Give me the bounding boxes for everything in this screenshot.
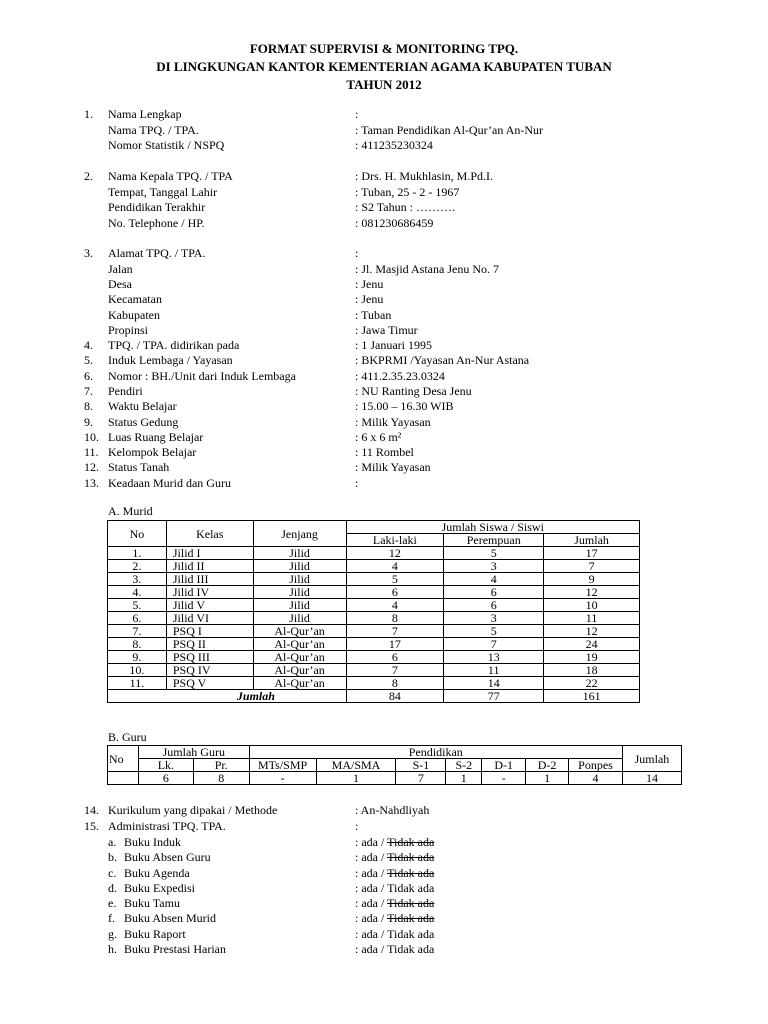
field-number: 11. bbox=[84, 445, 99, 459]
field-row bbox=[0, 445, 768, 461]
field-number: 15. bbox=[84, 819, 99, 833]
field-value: : ada / Tidak ada bbox=[355, 942, 435, 956]
murid-cell: 4 bbox=[346, 560, 444, 573]
murid-total-blank bbox=[108, 690, 167, 703]
field-number: 9. bbox=[84, 415, 93, 429]
guru-table bbox=[107, 745, 682, 785]
murid-cell: 10. bbox=[108, 664, 167, 677]
murid-row bbox=[108, 586, 640, 599]
guru-cell: 1 bbox=[526, 772, 569, 785]
murid-cell: 2. bbox=[108, 560, 167, 573]
tidak-ada-option: Tidak ada bbox=[387, 896, 435, 910]
field-number: 2. bbox=[84, 169, 93, 183]
murid-cell: PSQ IV bbox=[166, 664, 253, 677]
murid-cell: 1. bbox=[108, 547, 167, 560]
murid-cell: Al-Qur’an bbox=[253, 651, 346, 664]
field-number: e. bbox=[108, 896, 117, 910]
field-row bbox=[0, 123, 768, 139]
murid-total-label: Jumlah bbox=[166, 690, 346, 703]
field-label: Keadaan Murid dan Guru bbox=[108, 476, 231, 490]
murid-cell: 22 bbox=[544, 677, 640, 690]
field-row bbox=[0, 308, 768, 324]
field-row bbox=[0, 107, 768, 123]
field-row bbox=[0, 216, 768, 232]
tidak-ada-option: Tidak ada bbox=[387, 850, 435, 864]
field-label: Buku Absen Murid bbox=[124, 911, 217, 925]
murid-header-jenjang: Jenjang bbox=[253, 521, 346, 547]
field-label: Desa bbox=[108, 277, 132, 291]
murid-cell: 12 bbox=[544, 586, 640, 599]
field-label: Buku Prestasi Harian bbox=[124, 942, 226, 956]
field-label: Nama Kepala TPQ. / TPA bbox=[108, 169, 233, 183]
field-label: Induk Lembaga / Yayasan bbox=[108, 353, 233, 367]
murid-cell: Jilid bbox=[253, 599, 346, 612]
field-label: Buku Agenda bbox=[124, 866, 190, 880]
murid-cell: 5 bbox=[346, 573, 444, 586]
murid-cell: Jilid II bbox=[166, 560, 253, 573]
field-number: f. bbox=[108, 911, 115, 925]
guru-header-jumlah-guru: Jumlah Guru bbox=[138, 746, 249, 759]
guru-subheader-cell: MA/SMA bbox=[316, 759, 396, 772]
field-value: : ada / Tidak ada bbox=[355, 850, 435, 864]
guru-header-pendidikan: Pendidikan bbox=[249, 746, 622, 759]
field-value: : Tuban bbox=[355, 308, 392, 322]
field-row bbox=[0, 803, 768, 819]
field-value: : bbox=[355, 476, 359, 490]
field-number: c. bbox=[108, 866, 117, 880]
murid-cell: 7 bbox=[444, 638, 544, 651]
murid-cell: 6 bbox=[346, 586, 444, 599]
field-number: 13. bbox=[84, 476, 99, 490]
murid-row bbox=[108, 677, 640, 690]
murid-cell: 24 bbox=[544, 638, 640, 651]
field-number: a. bbox=[108, 835, 117, 849]
field-row bbox=[0, 819, 768, 835]
murid-cell: Al-Qur’an bbox=[253, 664, 346, 677]
murid-cell: PSQ I bbox=[166, 625, 253, 638]
tidak-ada-option: Tidak ada bbox=[387, 927, 435, 941]
murid-cell: Jilid bbox=[253, 547, 346, 560]
field-row bbox=[0, 430, 768, 446]
field-row bbox=[0, 169, 768, 185]
admin-row bbox=[0, 942, 768, 958]
murid-cell: Jilid bbox=[253, 612, 346, 625]
guru-cell: 14 bbox=[622, 772, 681, 785]
tidak-ada-option: Tidak ada bbox=[387, 866, 435, 880]
field-label: Nomor Statistik / NSPQ bbox=[108, 138, 225, 152]
field-row bbox=[0, 353, 768, 369]
field-label: Status Gedung bbox=[108, 415, 179, 429]
murid-cell: 9. bbox=[108, 651, 167, 664]
field-value: : 081230686459 bbox=[355, 216, 434, 230]
field-label: Propinsi bbox=[108, 323, 149, 337]
murid-cell: 9 bbox=[544, 573, 640, 586]
field-label: Alamat TPQ. / TPA. bbox=[108, 246, 206, 260]
murid-cell: 6 bbox=[346, 651, 444, 664]
murid-section-label: A. Murid bbox=[108, 504, 153, 518]
murid-cell: Jilid bbox=[253, 573, 346, 586]
murid-cell: Al-Qur’an bbox=[253, 625, 346, 638]
field-value: : ada / Tidak ada bbox=[355, 911, 435, 925]
murid-cell: 14 bbox=[444, 677, 544, 690]
field-row bbox=[0, 323, 768, 339]
field-label: TPQ. / TPA. didirikan pada bbox=[108, 338, 240, 352]
field-value: : 411235230324 bbox=[355, 138, 433, 152]
murid-cell: 13 bbox=[444, 651, 544, 664]
field-value: : Milik Yayasan bbox=[355, 460, 431, 474]
guru-subheader-cell: S-2 bbox=[446, 759, 482, 772]
admin-row bbox=[0, 896, 768, 912]
murid-cell: 3 bbox=[444, 560, 544, 573]
field-row bbox=[0, 262, 768, 278]
murid-cell: Al-Qur’an bbox=[253, 638, 346, 651]
murid-row bbox=[108, 573, 640, 586]
field-number: 3. bbox=[84, 246, 93, 260]
field-row bbox=[0, 476, 768, 492]
field-value: : BKPRMI /Yayasan An-Nur Astana bbox=[355, 353, 530, 367]
field-label: Waktu Belajar bbox=[108, 399, 177, 413]
form-title-line1: FORMAT SUPERVISI & MONITORING TPQ. bbox=[249, 41, 519, 56]
murid-cell: 4 bbox=[444, 573, 544, 586]
field-row bbox=[0, 384, 768, 400]
tidak-ada-option: Tidak ada bbox=[387, 942, 435, 956]
murid-cell: 7 bbox=[346, 625, 444, 638]
murid-cell: 11 bbox=[444, 664, 544, 677]
murid-cell: 4 bbox=[346, 599, 444, 612]
field-value: : ada / Tidak ada bbox=[355, 866, 435, 880]
field-row bbox=[0, 138, 768, 154]
field-label: Kelompok Belajar bbox=[108, 445, 197, 459]
field-number: b. bbox=[108, 850, 117, 864]
murid-cell: 12 bbox=[544, 625, 640, 638]
field-label: Nama TPQ. / TPA. bbox=[108, 123, 199, 137]
admin-row bbox=[0, 911, 768, 927]
guru-header-jumlah: Jumlah bbox=[622, 746, 681, 772]
field-label: Buku Tamu bbox=[124, 896, 180, 910]
guru-subheader-cell: D-1 bbox=[482, 759, 526, 772]
field-number: 12. bbox=[84, 460, 99, 474]
form-title-line2: DI LINGKUNGAN KANTOR KEMENTERIAN AGAMA KABUPATEN TUBAN bbox=[156, 59, 612, 74]
field-label: Nama Lengkap bbox=[108, 107, 182, 121]
murid-cell: Jilid I bbox=[166, 547, 253, 560]
field-label: Nomor : BH./Unit dari Induk Lembaga bbox=[108, 369, 296, 383]
guru-cell: 1 bbox=[316, 772, 396, 785]
murid-cell: 11 bbox=[544, 612, 640, 625]
field-value: : ada / Tidak ada bbox=[355, 881, 435, 895]
field-label: Buku Raport bbox=[124, 927, 186, 941]
field-number: g. bbox=[108, 927, 117, 941]
field-number: d. bbox=[108, 881, 117, 895]
field-number: 8. bbox=[84, 399, 93, 413]
field-value: : 15.00 – 16.30 WIB bbox=[355, 399, 454, 413]
murid-rows bbox=[108, 547, 640, 690]
field-number: 6. bbox=[84, 369, 93, 383]
murid-cell: PSQ III bbox=[166, 651, 253, 664]
field-number: h. bbox=[108, 942, 117, 956]
tidak-ada-option: Tidak ada bbox=[387, 911, 435, 925]
field-row bbox=[0, 292, 768, 308]
field-value: : Jenu bbox=[355, 292, 384, 306]
field-label: Pendidikan Terakhir bbox=[108, 200, 206, 214]
field-row bbox=[0, 399, 768, 415]
murid-cell: 12 bbox=[346, 547, 444, 560]
field-value: : Jenu bbox=[355, 277, 384, 291]
field-row bbox=[0, 200, 768, 216]
murid-cell: 6 bbox=[444, 586, 544, 599]
field-value: : Milik Yayasan bbox=[355, 415, 431, 429]
guru-cell: 4 bbox=[569, 772, 623, 785]
field-value: : ada / Tidak ada bbox=[355, 896, 435, 910]
field-label: Administrasi TPQ. TPA. bbox=[108, 819, 226, 833]
field-value: : An-Nahdliyah bbox=[355, 803, 430, 817]
murid-total-jumlah: 161 bbox=[544, 690, 640, 703]
murid-header-jumlah: Jumlah bbox=[544, 534, 640, 547]
murid-cell: 19 bbox=[544, 651, 640, 664]
murid-cell: 3 bbox=[444, 612, 544, 625]
murid-total-perempuan: 77 bbox=[444, 690, 544, 703]
field-number: 4. bbox=[84, 338, 93, 352]
guru-cell: 8 bbox=[193, 772, 249, 785]
guru-cell: - bbox=[249, 772, 316, 785]
murid-cell: 11. bbox=[108, 677, 167, 690]
field-value: : Jawa Timur bbox=[355, 323, 418, 337]
murid-cell: 17 bbox=[346, 638, 444, 651]
murid-header-kelas: Kelas bbox=[166, 521, 253, 547]
murid-cell: Jilid VI bbox=[166, 612, 253, 625]
field-value: : 11 Rombel bbox=[355, 445, 414, 459]
murid-cell: Jilid IV bbox=[166, 586, 253, 599]
murid-cell: PSQ II bbox=[166, 638, 253, 651]
admin-row bbox=[0, 835, 768, 851]
field-row bbox=[0, 415, 768, 431]
murid-cell: Jilid III bbox=[166, 573, 253, 586]
field-value: : 6 x 6 m² bbox=[355, 430, 402, 444]
field-value: : bbox=[355, 246, 359, 260]
field-value: : Jl. Masjid Astana Jenu No. 7 bbox=[355, 262, 499, 276]
field-value: : Tuban, 25 - 2 - 1967 bbox=[355, 185, 460, 199]
field-number: 7. bbox=[84, 384, 93, 398]
murid-row bbox=[108, 664, 640, 677]
murid-row bbox=[108, 625, 640, 638]
murid-row bbox=[108, 560, 640, 573]
murid-cell: 17 bbox=[544, 547, 640, 560]
field-label: Kecamatan bbox=[108, 292, 162, 306]
guru-subheader-cell: Lk. bbox=[138, 759, 193, 772]
murid-cell: 6. bbox=[108, 612, 167, 625]
admin-row bbox=[0, 927, 768, 943]
murid-cell: 8 bbox=[346, 677, 444, 690]
murid-cell: PSQ V bbox=[166, 677, 253, 690]
murid-cell: 8 bbox=[346, 612, 444, 625]
guru-subheader-row bbox=[108, 759, 682, 772]
murid-row bbox=[108, 547, 640, 560]
guru-subheader-cell: MTs/SMP bbox=[249, 759, 316, 772]
field-number: 10. bbox=[84, 430, 99, 444]
murid-cell: Al-Qur’an bbox=[253, 677, 346, 690]
guru-cell: 7 bbox=[396, 772, 446, 785]
field-label: No. Telephone / HP. bbox=[108, 216, 205, 230]
field-label: Tempat, Tanggal Lahir bbox=[108, 185, 218, 199]
field-label: Buku Induk bbox=[124, 835, 181, 849]
guru-cell: 1 bbox=[446, 772, 482, 785]
murid-cell: Jilid bbox=[253, 586, 346, 599]
admin-row bbox=[0, 866, 768, 882]
murid-cell: 7 bbox=[544, 560, 640, 573]
murid-cell: 5 bbox=[444, 547, 544, 560]
murid-header-no: No bbox=[108, 521, 167, 547]
field-value: : bbox=[355, 107, 359, 121]
field-value: : NU Ranting Desa Jenu bbox=[355, 384, 472, 398]
guru-cell: - bbox=[482, 772, 526, 785]
guru-row-blank bbox=[108, 772, 139, 785]
field-value: : bbox=[355, 819, 359, 833]
field-label: Luas Ruang Belajar bbox=[108, 430, 204, 444]
field-value: : Taman Pendidikan Al-Qur’an An-Nur bbox=[355, 123, 544, 137]
field-number: 14. bbox=[84, 803, 99, 817]
murid-cell: 10 bbox=[544, 599, 640, 612]
murid-cell: 5. bbox=[108, 599, 167, 612]
murid-row bbox=[108, 599, 640, 612]
field-number: 5. bbox=[84, 353, 93, 367]
field-label: Kabupaten bbox=[108, 308, 160, 322]
murid-row bbox=[108, 638, 640, 651]
guru-header-no: No bbox=[108, 746, 139, 772]
field-row bbox=[0, 277, 768, 293]
murid-total-laki: 84 bbox=[346, 690, 444, 703]
field-value: : Drs. H. Mukhlasin, M.Pd.I. bbox=[355, 169, 494, 183]
murid-cell: 8. bbox=[108, 638, 167, 651]
murid-cell: 5 bbox=[444, 625, 544, 638]
admin-row bbox=[0, 881, 768, 897]
tidak-ada-option: Tidak ada bbox=[387, 835, 435, 849]
admin-row bbox=[0, 850, 768, 866]
murid-cell: 7 bbox=[346, 664, 444, 677]
field-value: : 1 Januari 1995 bbox=[355, 338, 432, 352]
tidak-ada-option: Tidak ada bbox=[387, 881, 435, 895]
guru-subheader-cell: Pr. bbox=[193, 759, 249, 772]
murid-cell: Jilid bbox=[253, 560, 346, 573]
field-value: : ada / Tidak ada bbox=[355, 835, 435, 849]
guru-section-label: B. Guru bbox=[108, 730, 147, 744]
field-label: Pendiri bbox=[108, 384, 143, 398]
murid-cell: Jilid V bbox=[166, 599, 253, 612]
murid-header-perempuan: Perempuan bbox=[444, 534, 544, 547]
field-row bbox=[0, 338, 768, 354]
murid-table bbox=[107, 520, 640, 703]
murid-header-group: Jumlah Siswa / Siswi bbox=[346, 521, 640, 534]
field-value: : ada / Tidak ada bbox=[355, 927, 435, 941]
field-row bbox=[0, 369, 768, 385]
guru-cell: 6 bbox=[138, 772, 193, 785]
field-value: : 411.2.35.23.0324 bbox=[355, 369, 445, 383]
field-row bbox=[0, 460, 768, 476]
field-row bbox=[0, 185, 768, 201]
field-label: Buku Absen Guru bbox=[124, 850, 211, 864]
murid-cell: 4. bbox=[108, 586, 167, 599]
murid-header-laki: Laki-laki bbox=[346, 534, 444, 547]
field-number: 1. bbox=[84, 107, 93, 121]
field-label: Kurikulum yang dipakai / Methode bbox=[108, 803, 278, 817]
field-value: : S2 Tahun : ………. bbox=[355, 200, 455, 214]
murid-cell: 7. bbox=[108, 625, 167, 638]
murid-row bbox=[108, 651, 640, 664]
form-title-line3: TAHUN 2012 bbox=[346, 77, 422, 92]
guru-data-row bbox=[108, 772, 682, 785]
field-row bbox=[0, 246, 768, 262]
guru-subheader-cell: S-1 bbox=[396, 759, 446, 772]
field-label: Jalan bbox=[108, 262, 133, 276]
murid-row bbox=[108, 612, 640, 625]
field-label: Status Tanah bbox=[108, 460, 170, 474]
guru-subheader-cell: D-2 bbox=[526, 759, 569, 772]
murid-cell: 18 bbox=[544, 664, 640, 677]
guru-subheader-cell: Ponpes bbox=[569, 759, 623, 772]
murid-cell: 3. bbox=[108, 573, 167, 586]
murid-cell: 6 bbox=[444, 599, 544, 612]
field-label: Buku Expedisi bbox=[124, 881, 195, 895]
